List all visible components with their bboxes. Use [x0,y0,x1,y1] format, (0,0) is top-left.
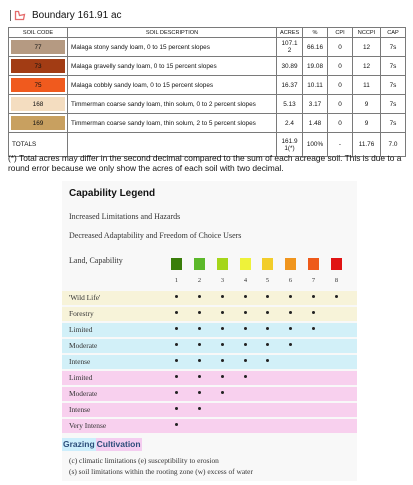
cultivation-label: Cultivation [96,439,141,449]
totals-percent: 100% [303,133,328,157]
soil-description: Timmerman coarse sandy loam, thin solum, 0 to 2 percent slopes [68,95,277,114]
capability-row-label: Moderate [69,341,98,350]
soil-cpi: 0 [328,57,353,76]
capability-dot [266,359,269,362]
header-percent: % [303,28,328,38]
legend-land-capability: Land, Capability [69,256,123,265]
header-soil-description: SOIL DESCRIPTION [68,28,277,38]
soil-percent: 66.16 [303,38,328,57]
boundary-shape-icon [14,10,26,21]
capability-row [62,323,357,337]
capability-dot [221,391,224,394]
capability-legend [62,181,357,481]
capability-class-swatches [62,258,357,272]
capability-class-number: 5 [265,277,270,284]
soil-table-header [9,28,406,38]
acreage-footnote: (*) Total acres may differ in the second decimal compared to the sum of each acreage soil. This is due to a round error because we only show the acres of each soil with two decimal. [8,153,402,173]
capability-dot [175,295,178,298]
legend-decreased-adaptability: Decreased Adaptability and Freedom of Choice Users [69,231,242,240]
capability-class-number: 4 [243,277,248,284]
capability-dot [175,423,178,426]
capability-row [62,355,357,369]
capability-class-number: 6 [288,277,293,284]
capability-dot [175,343,178,346]
capability-row [62,387,357,401]
capability-dot [198,343,201,346]
header-cap: CAP [381,28,406,38]
soil-cpi: 0 [328,114,353,133]
soil-percent: 1.48 [303,114,328,133]
totals-acres-value: 161.9 1(*) [281,137,298,152]
capability-dot [312,311,315,314]
capability-dot [312,327,315,330]
capability-dot [289,295,292,298]
header-acres: ACRES [277,28,303,38]
capability-dot [175,407,178,410]
capability-class-swatch [285,258,296,270]
legend-footnote-climatic: (c) climatic limitations (e) susceptibility to erosion [69,456,219,465]
header-soil-code: SOIL CODE [9,28,68,38]
capability-row-label: 'Wild Life' [69,293,101,302]
soil-description: Timmerman coarse sandy loam, thin solum, 2 to 5 percent slopes [68,114,277,133]
soil-code-cell [9,114,68,133]
capability-dot [198,359,201,362]
capability-class-number: 2 [197,277,202,284]
soil-cap: 7s [381,57,406,76]
soil-code: 169 [32,119,44,127]
capability-dot [175,311,178,314]
capability-dot [266,295,269,298]
soil-cap: 7s [381,76,406,95]
capability-dot [175,359,178,362]
capability-row-label: Forestry [69,309,94,318]
soil-description: Malaga gravelly sandy loam, 0 to 15 percent slopes [68,57,277,76]
boundary-divider [10,10,11,21]
capability-dot [175,327,178,330]
soil-code-swatch [11,116,65,130]
totals-cpi: - [328,133,353,157]
soil-code-swatch [11,97,65,111]
totals-cap: 7.0 [381,133,406,157]
soil-table [8,27,406,157]
capability-class-swatch [308,258,319,270]
soil-code: 168 [32,100,44,108]
totals-nccpi: 11.76 [353,133,381,157]
capability-class-swatch [217,258,228,270]
soil-nccpi: 9 [353,95,381,114]
soil-cpi: 0 [328,76,353,95]
capability-class-number: 1 [174,277,179,284]
soil-percent: 10.11 [303,76,328,95]
capability-dot [266,327,269,330]
capability-class-swatch [171,258,182,270]
soil-cpi: 0 [328,95,353,114]
soil-cap: 7s [381,95,406,114]
capability-class-swatch [262,258,273,270]
soil-code-cell [9,76,68,95]
soil-code-swatch [11,59,65,73]
capability-dot [221,375,224,378]
capability-class-swatch [331,258,342,270]
soil-nccpi: 12 [353,38,381,57]
soil-code-swatch [11,40,65,54]
boundary-header [10,8,122,22]
capability-dot [221,359,224,362]
capability-row-label: Limited [69,325,93,334]
capability-dot [266,343,269,346]
soil-row [9,57,406,76]
soil-percent: 19.08 [303,57,328,76]
capability-dot [198,375,201,378]
soil-acres-value: 2.4 [285,119,294,127]
soil-nccpi: 9 [353,114,381,133]
legend-title: Capability Legend [69,188,156,199]
capability-dot [244,375,247,378]
capability-dot [244,343,247,346]
capability-class-swatch [240,258,251,270]
capability-row [62,371,357,385]
capability-dot [198,391,201,394]
soil-nccpi: 12 [353,57,381,76]
soil-code-cell [9,57,68,76]
soil-code: 75 [34,81,42,89]
totals-label: TOTALS [9,133,68,157]
soil-cpi: 0 [328,38,353,57]
capability-dot [312,295,315,298]
capability-dot [175,391,178,394]
capability-row [62,419,357,433]
capability-class-number: 3 [220,277,225,284]
capability-class-swatch [194,258,205,270]
capability-dot [175,375,178,378]
soil-cap: 7s [381,38,406,57]
capability-dot [198,311,201,314]
soil-code-cell [9,95,68,114]
soil-row [9,38,406,57]
capability-row [62,339,357,353]
soil-percent: 3.17 [303,95,328,114]
soil-acres [277,95,303,114]
capability-row-label: Intense [69,357,91,366]
soil-acres-value: 5.13 [283,100,296,108]
capability-dot [221,295,224,298]
capability-row [62,403,357,417]
header-cpi: CPI [328,28,353,38]
capability-dot [289,311,292,314]
capability-dot [335,295,338,298]
capability-row [62,307,357,321]
capability-dot [244,359,247,362]
soil-row [9,114,406,133]
capability-row-label: Very Intense [69,421,107,430]
capability-row-label: Limited [69,373,93,382]
capability-dot [289,343,292,346]
grazing-cultivation-labels [62,438,142,451]
legend-increased-limitations: Increased Limitations and Hazards [69,212,181,221]
soil-acres-value: 107.1 2 [281,40,298,54]
soil-acres [277,114,303,133]
soil-description: Malaga cobbly sandy loam, 0 to 15 percent slopes [68,76,277,95]
capability-dot [198,327,201,330]
capability-class-number: 7 [311,277,316,284]
capability-dot [221,343,224,346]
capability-dot [244,311,247,314]
soil-row [9,76,406,95]
capability-class-number: 8 [334,277,339,284]
soil-code-swatch [11,78,65,92]
capability-dot [221,327,224,330]
legend-footnote-soil: (s) soil limitations within the rooting zone (w) excess of water [69,467,253,476]
capability-dot [244,327,247,330]
capability-row [62,291,357,305]
soil-acres [277,57,303,76]
capability-class-numbers [62,277,357,287]
capability-dot [289,327,292,330]
grazing-label: Grazing [63,439,95,449]
soil-code-cell [9,38,68,57]
capability-row-label: Intense [69,405,91,414]
soil-acres-value: 30.89 [281,62,298,70]
soil-code: 73 [34,62,42,70]
soil-nccpi: 11 [353,76,381,95]
capability-dot [198,407,201,410]
soil-code: 77 [34,43,42,51]
soil-acres [277,38,303,57]
soil-cap: 7s [381,114,406,133]
capability-dot [221,311,224,314]
capability-row-label: Moderate [69,389,98,398]
capability-dot [266,311,269,314]
soil-acres-value: 16.37 [281,81,298,89]
header-nccpi: NCCPI [353,28,381,38]
soil-row [9,95,406,114]
boundary-label: Boundary 161.91 ac [32,9,122,21]
soil-acres [277,76,303,95]
capability-dot [244,295,247,298]
capability-dot [198,295,201,298]
soil-description: Malaga stony sandy loam, 0 to 15 percent slopes [68,38,277,57]
